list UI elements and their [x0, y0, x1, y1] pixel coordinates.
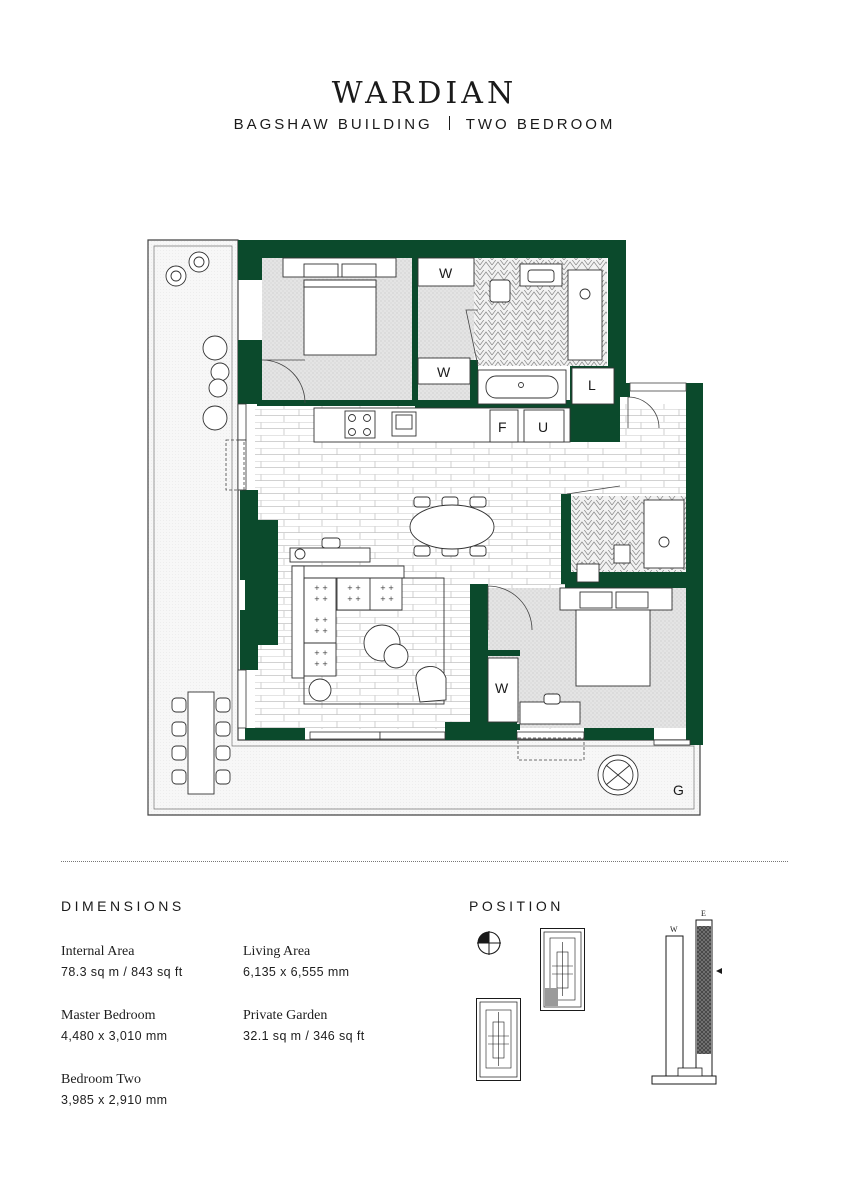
dimension-item [61, 942, 183, 982]
dimension-value: 6,135 x 6,555 mm [243, 965, 350, 979]
dimension-value: 4,480 x 3,010 mm [61, 1029, 168, 1043]
dimension-item [61, 1070, 167, 1110]
dimension-item [61, 1006, 167, 1046]
svg-text:+ +: + + [347, 595, 361, 603]
svg-text:+ +: + + [314, 660, 328, 668]
svg-text:+ +: + + [314, 627, 328, 635]
building-key-plan-lower [476, 998, 522, 1084]
wardrobe-label: W [495, 680, 509, 696]
linen-label: L [588, 377, 596, 393]
position-heading: POSITION [469, 898, 564, 914]
building-key-plan-upper [540, 928, 586, 1014]
svg-text:+ +: + + [314, 584, 328, 592]
dimension-label: Living Area [243, 944, 311, 959]
dimension-label: Private Garden [243, 1008, 328, 1023]
compass-icon [476, 930, 502, 956]
unit-subtitle [0, 116, 849, 133]
dimension-value: 3,985 x 2,910 mm [61, 1093, 168, 1107]
svg-text:+ +: + + [314, 595, 328, 603]
utility-label: U [538, 419, 549, 435]
svg-text:+ +: + + [380, 584, 394, 592]
dimension-value: 78.3 sq m / 843 sq ft [61, 965, 183, 979]
tower-elevation [650, 906, 726, 1090]
svg-text:+ +: + + [380, 595, 394, 603]
section-divider [61, 861, 788, 862]
fridge-label: F [498, 419, 507, 435]
svg-text:+ +: + + [347, 584, 361, 592]
svg-text:+ +: + + [314, 616, 328, 624]
dimensions-heading: DIMENSIONS [61, 898, 185, 914]
svg-text:+ +: + + [314, 649, 328, 657]
east-label: E [701, 909, 706, 918]
unit-type: TWO BEDROOM [465, 116, 616, 133]
dimension-item [243, 1006, 365, 1046]
wardrobe-label: W [437, 364, 451, 380]
garden-label: G [673, 782, 684, 798]
dimension-label: Master Bedroom [61, 1008, 156, 1023]
dimension-item [243, 942, 349, 982]
dimension-value: 32.1 sq m / 346 sq ft [243, 1029, 365, 1043]
building-name: BAGSHAW BUILDING [233, 116, 433, 133]
floor-plan [140, 232, 710, 822]
wardrobe-label: W [439, 265, 453, 281]
brand-logo: WARDIAN [331, 76, 518, 111]
dimension-label: Internal Area [61, 944, 135, 959]
west-label: W [670, 925, 678, 934]
dimension-label: Bedroom Two [61, 1072, 142, 1087]
dining-table [410, 497, 494, 556]
subtitle-divider [449, 116, 450, 130]
